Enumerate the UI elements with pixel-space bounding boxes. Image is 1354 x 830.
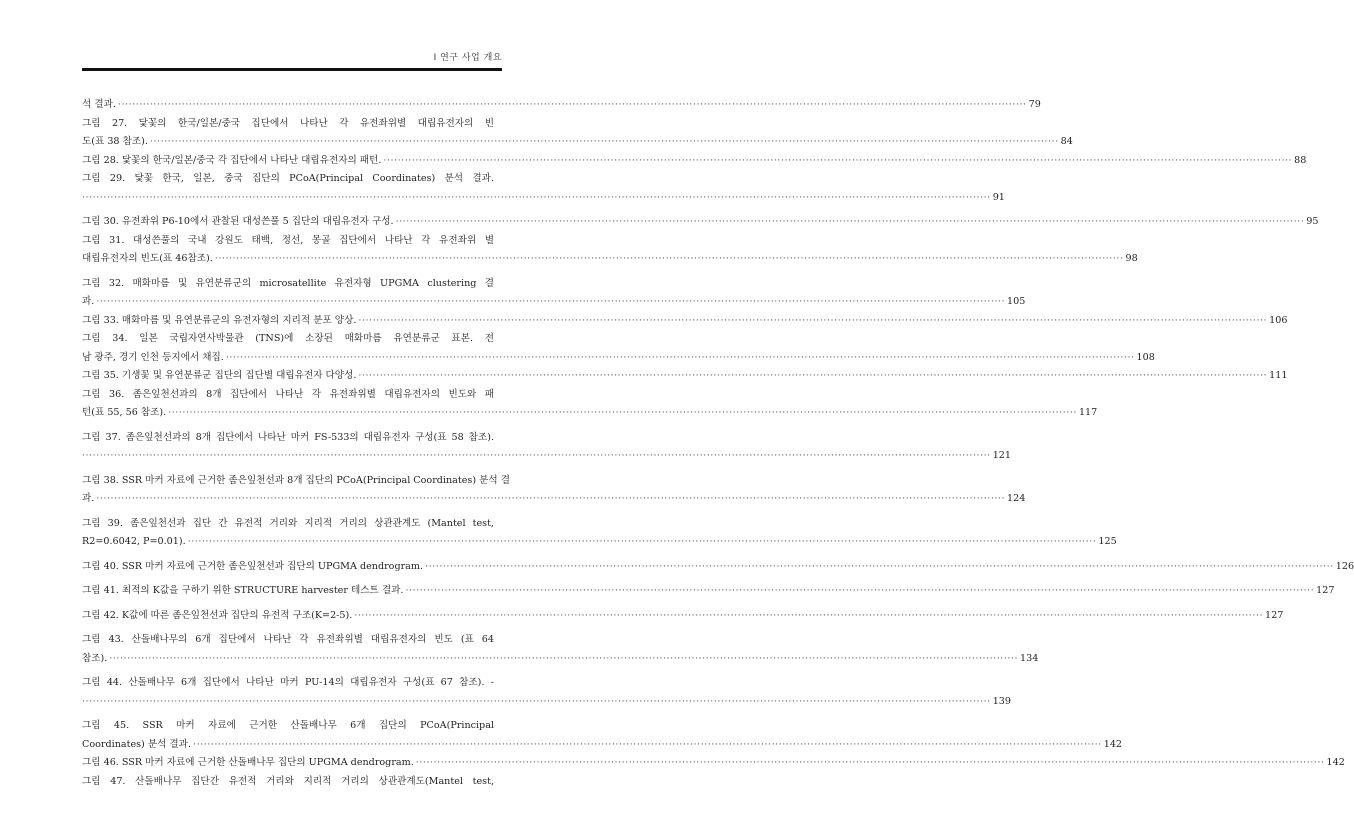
toc-entry-line: 그림 34. 일본 국립자연사박물관 (TNS)에 소장된 매화마름 유연분류군 표본. 전 — [82, 333, 494, 344]
toc-entry[interactable] — [82, 717, 1123, 754]
dot-leader — [354, 607, 1263, 626]
toc-entry-line: 그림 36. 좀은잎천선과의 8개 집단에서 나타난 각 유전좌위별 대립유전자의 빈도와 패 — [82, 388, 494, 400]
dot-leader — [109, 650, 1018, 669]
toc-entry-text: 대립유전자의 빈도(표 46참조). — [82, 253, 213, 264]
toc-entry-text: 남 광주, 경기 인천 등지에서 채집. — [82, 351, 224, 363]
toc-entry-text: 그림 46. SSR 마커 자료에 근거한 산돌배나무 집단의 UPGMA dendrogram. — [82, 757, 414, 768]
header-rule — [82, 68, 502, 71]
toc-entry-line: 그림 31. 대성쓴풀의 국내 강원도 태백, 정선, 몽골 집단에서 나타난 각 유전좌위 별 — [82, 234, 494, 246]
toc-entry[interactable] — [82, 367, 1288, 386]
page-number: 88 — [1294, 154, 1307, 166]
dot-leader — [226, 349, 1135, 368]
page-number: 139 — [992, 695, 1012, 707]
dot-leader — [150, 133, 1059, 152]
toc-entry-text: 그림 30. 유전좌위 P6-10에서 관찰된 대성쓴풀 5 집단의 대립유전자 구성. — [82, 216, 394, 227]
toc-entry-text: 석 결과. — [82, 99, 116, 110]
dot-leader — [188, 533, 1097, 552]
toc-entry[interactable] — [82, 607, 1284, 626]
toc-entry-row — [82, 404, 1098, 423]
toc-entry[interactable] — [82, 515, 1117, 552]
toc-entry-line: 그림 29. 닻꽃 한국, 일본, 중국 집단의 PCoA(Principal Coordinates) 분석 결과. — [82, 173, 494, 184]
dot-leader — [416, 754, 1325, 773]
toc-entry-text: 그림 35. 기생꽃 및 유연분류군 집단의 집단별 대립유전자 다양성. — [82, 370, 357, 381]
toc-entry-row — [82, 367, 1288, 386]
running-header: Ⅰ 연구 사업 개요 — [433, 53, 502, 63]
toc-entry-text: 그림 40. SSR 마커 자료에 근거한 좀은잎천선과 집단의 UPGMA dendrogram. — [82, 560, 424, 572]
page-number: 117 — [1078, 407, 1098, 418]
page-number: 127 — [1316, 585, 1335, 596]
toc-entry-line: 그림 27. 닻꽃의 한국/일본/중국 집단에서 나타난 각 유전좌위별 대립유전자의 빈 — [82, 117, 494, 129]
page-number: 105 — [1007, 296, 1026, 307]
toc-entry-row — [82, 349, 1155, 368]
toc-entry[interactable] — [82, 472, 1026, 509]
toc-entry-row — [82, 754, 1345, 773]
toc-entry-row — [82, 312, 1288, 331]
toc-entry-text: 그림 41. 최적의 K값을 구하기 위한 STRUCTURE harvester 테스트 결과. — [82, 585, 404, 596]
dot-leader — [193, 736, 1102, 755]
page-number: 126 — [1335, 560, 1354, 572]
page-number: 142 — [1103, 738, 1123, 750]
page-number: 95 — [1306, 216, 1319, 227]
dot-leader — [118, 96, 1027, 115]
page-number: 84 — [1060, 136, 1073, 147]
toc-entry-row — [82, 133, 1073, 152]
toc-entry-text: 그림 33. 매화마름 및 유연분류군의 유전자형의 지리적 분포 양상. — [82, 314, 357, 326]
page-number: 134 — [1020, 652, 1039, 664]
toc-entry-text: 그림 42. K값에 따른 좀은잎천선과 집단의 유전적 구조(K=2-5). — [82, 609, 353, 621]
toc-entry-row — [82, 650, 1039, 669]
toc-entry[interactable] — [82, 631, 1039, 668]
toc-entry-row — [82, 189, 1005, 208]
toc-entry-row — [82, 250, 1138, 269]
dot-leader — [425, 558, 1334, 577]
page-number: 124 — [1007, 493, 1026, 504]
toc-entry[interactable] — [82, 754, 1345, 773]
page-number: 121 — [992, 450, 1012, 461]
table-of-figures — [82, 96, 1354, 791]
toc-entry[interactable] — [82, 429, 1012, 466]
dot-leader — [82, 693, 991, 712]
toc-entry[interactable] — [82, 275, 1026, 312]
dot-leader — [82, 189, 991, 208]
dot-leader — [358, 312, 1267, 331]
toc-entry-line: 그림 45. SSR 마커 자료에 근거한 산돌배나무 6개 집단의 PCoA(Principal — [82, 720, 494, 731]
toc-entry-text: 턴(표 55, 56 참조). — [82, 407, 167, 418]
page-number: 111 — [1269, 370, 1288, 381]
dot-leader — [405, 582, 1314, 601]
dot-leader — [168, 404, 1077, 423]
toc-entry-row — [82, 96, 1041, 115]
toc-entry[interactable] — [82, 312, 1288, 331]
toc-entry-row — [82, 582, 1335, 601]
toc-entry[interactable] — [82, 674, 1012, 711]
toc-entry[interactable] — [82, 213, 1319, 232]
page-number: 127 — [1265, 609, 1284, 621]
toc-entry-line: 그림 44. 산돌배나무 6개 집단에서 나타난 마커 PU-14의 대립유전자 구성(표 67 참조). - — [82, 677, 494, 688]
page-number: 108 — [1136, 351, 1155, 363]
dot-leader — [358, 367, 1267, 386]
toc-entry-row — [82, 152, 1307, 171]
page-number: 98 — [1125, 253, 1138, 264]
toc-entry-row — [82, 293, 1026, 312]
toc-entry[interactable] — [82, 330, 1155, 367]
dot-leader — [396, 213, 1305, 232]
page-number: 125 — [1098, 536, 1117, 547]
toc-entry-row — [82, 736, 1123, 755]
toc-entry[interactable] — [82, 386, 1098, 423]
toc-entry[interactable] — [82, 773, 494, 792]
toc-entry[interactable] — [82, 152, 1307, 171]
toc-entry-text: 그림 28. 닻꽃의 한국/일본/중국 각 집단에서 나타난 대립유전자의 패턴. — [82, 154, 382, 166]
toc-entry[interactable] — [82, 170, 1005, 207]
toc-entry-line: 그림 47. 산돌배나무 집단간 유전적 거리와 지리적 거리의 상관관계도(Mantel test, — [82, 775, 494, 787]
toc-entry-row — [82, 490, 1026, 509]
toc-entry-text: 참조). — [82, 652, 108, 664]
toc-entry[interactable] — [82, 582, 1335, 601]
dot-leader — [383, 152, 1292, 171]
toc-entry-text: 과. — [82, 493, 95, 504]
toc-entry-row — [82, 213, 1319, 232]
page-number: 91 — [992, 191, 1005, 203]
toc-entry-line: 그림 32. 매화마름 및 유연분류군의 microsatellite 유전자형 UPGMA clustering 결 — [82, 277, 494, 289]
toc-entry-row — [82, 693, 1012, 712]
toc-entry-row — [82, 607, 1284, 626]
dot-leader — [215, 250, 1124, 269]
dot-leader — [82, 447, 991, 466]
toc-entry-row — [82, 533, 1117, 552]
toc-entry[interactable] — [82, 115, 1073, 152]
toc-entry-line: 그림 37. 좀은잎천선과의 8개 집단에서 나타난 마커 FS-533의 대립유전자 구성(표 58 참조). — [82, 431, 494, 443]
dot-leader — [96, 490, 1005, 509]
dot-leader — [96, 293, 1005, 312]
toc-entry-text: Coordinates) 분석 결과. — [82, 738, 192, 750]
toc-entry[interactable] — [82, 232, 1138, 269]
toc-entry[interactable] — [82, 96, 1041, 115]
toc-entry-text: 과. — [82, 296, 95, 307]
toc-entry-text: 도(표 38 참조). — [82, 136, 148, 147]
toc-entry-row — [82, 558, 1354, 577]
toc-entry-line: 그림 38. SSR 마커 자료에 근거한 좀은잎천선과 8개 집단의 PCoA(Principal Coordinates) 분석 결 — [82, 474, 510, 486]
toc-entry[interactable] — [82, 558, 1354, 577]
toc-entry-line: 그림 39. 좀은잎천선과 집단 간 유전적 거리와 지리적 거리의 상관관계도 (Mantel test, — [82, 517, 494, 529]
toc-entry-row — [82, 447, 1012, 466]
page-number: 106 — [1269, 314, 1288, 326]
toc-entry-text: R2=0.6042, P=0.01). — [82, 536, 186, 547]
page-number: 79 — [1028, 99, 1041, 110]
toc-entry-line: 그림 43. 산돌배나무의 6개 집단에서 나타난 각 유전좌위별 대립유전자의 빈도 (표 64 — [82, 634, 494, 645]
page-number: 142 — [1326, 757, 1345, 768]
